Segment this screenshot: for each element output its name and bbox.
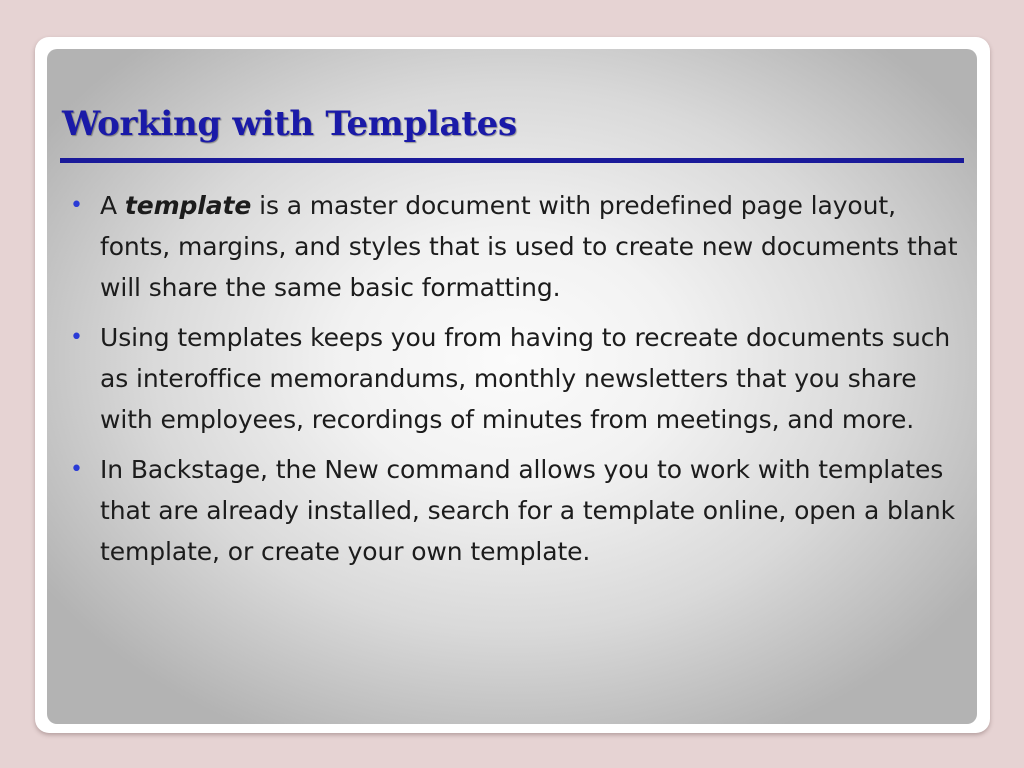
bullet-text: Using templates keeps you from having to recreate documents such as interoffice memorandums, monthly newsletters that you share with employees, recordings of minutes from meetings, and more.: [100, 323, 951, 434]
bullet-dot-icon: •: [70, 193, 83, 218]
bullet-item-template-definition: [60, 185, 970, 308]
bullet-dot-icon: •: [70, 457, 83, 482]
bullet-list: [60, 185, 970, 581]
bullet-item-backstage-new: [60, 449, 970, 572]
bullet-text-rest: is a master document with predefined page layout, fonts, margins, and styles that is used to create new documents that will share the same basic formatting.: [100, 191, 958, 302]
bullet-text: In Backstage, the New command allows you to work with templates that are already installed, search for a template online, open a blank template, or create your own template.: [100, 455, 955, 566]
bullet-text-lead: A: [100, 191, 125, 220]
title-underline-rule: [60, 158, 964, 163]
bullet-dot-icon: •: [70, 325, 83, 350]
slide-title: Working with Templates: [62, 104, 517, 144]
bullet-item-using-templates: [60, 317, 970, 440]
bullet-term-template: template: [124, 191, 252, 220]
